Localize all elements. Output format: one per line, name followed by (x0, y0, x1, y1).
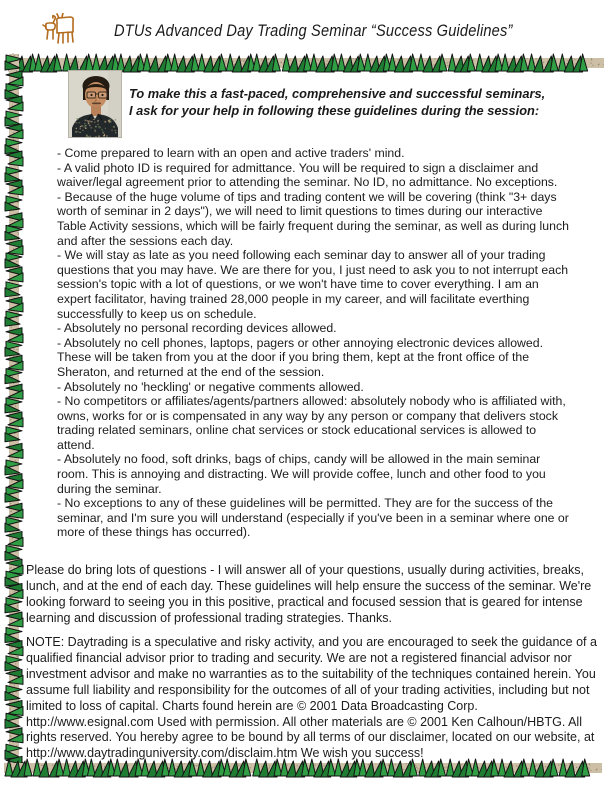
intro-text (129, 85, 575, 119)
instructor-portrait-photo (68, 70, 122, 138)
guideline-item: - We will stay as late as you need following each seminar day to answer all of your trading questions that you may have. We are there for you, I just need to ask you to not interrupt each session's topic with a lot of questions, or we won't have time to cover everything. I am an expert facilitator, having trained 28,000 people in my career, and will facilitate everthing successfully to keep us on schedule. (57, 248, 569, 321)
guideline-item: - Absolutely no 'heckling' or negative comments allowed. (57, 379, 364, 394)
guideline-item: - A valid photo ID is required for admittance. You will be required to sign a disclaimer and waiver/legal agreement prior to attending the seminar. No ID, no admittance. No exceptions. (57, 160, 558, 190)
guideline-item: - No exceptions to any of these guidelines will be permitted. They are for the success of the seminar, and I'm sure you will understand (especially if you've been in a seminar where one or more of these things has occurred). (57, 496, 569, 540)
disclaimer-note: NOTE: Daytrading is a speculative and risky activity, and you are encouraged to seek the guidance of a qualified financial advisor prior to trading and security. We are not a registered financial advisor nor investment advisor and make no warranties as to the suitability of the techniques contained herein. You assume full liability and responsibility for the outcomes of all of your trading activities, including but not limited to loss of capital. Charts found herein are © 2001 Data Broadcasting Corp. http://www.esignal.com Used with permission. All other materials are © 2001 Ken Calhoun/HBTG. All rights reserved. You hereby agree to be bound by all terms of our disclaimer, located on our website, at http://www.daytradinguniversity.com/disclaim.htm We wish you success! (26, 635, 597, 761)
guideline-item: - Come prepared to learn with an open and active traders' mind. (57, 146, 405, 160)
guideline-item: - Absolutely no food, soft drinks, bags of chips, candy will be allowed in the main seminar room. This is annoying and distracting. We will provide coffee, lunch and other food to you during the seminar. (57, 452, 546, 496)
guideline-item: - Absolutely no personal recording devices allowed. (57, 321, 337, 336)
page-title: DTUs Advanced Day Trading Seminar “Success Guidelines” (114, 21, 513, 40)
leaf-border-left-icon (4, 54, 24, 776)
guideline-item: - Because of the huge volume of tips and trading content we will be covering (think "3+ days worth of seminar in 2 days"), we will need to limit questions to times during our interactive Table Activity sessions, which will be fairly frequent during the seminar, as well as during lunch and after the sessions each day. (57, 189, 569, 248)
closing-paragraph: Please do bring lots of questions - I will answer all of your questions, usually during activities, breaks, lunch, and at the end of each day. These guidelines will help ensure the success of the seminar. We're looking forward to seeing you in this positive, practical and focused session that is geared for intense learning and discussion of professional trading strategies. Thanks. (26, 563, 592, 625)
guideline-item: - No competitors or affiliates/agents/partners allowed: absolutely nobody who is affiliated with, owns, works for or is compensated in any way by any person or company that delivers stock trading related seminars, online chat services or stock educational services is allowed to attend. (57, 394, 566, 452)
petroglyph-animals-icon (40, 13, 80, 51)
intro-line-1: To make this a fast-paced, comprehensive and successful seminars, (129, 86, 546, 101)
guideline-item: - Absolutely no cell phones, laptops, pagers or other annoying electronic devices allowed. These will be taken from you at the door if you bring them, kept at the front office of the Sheraton, and returned at the end of the session. (57, 335, 544, 379)
guidelines-list (57, 146, 573, 540)
intro-line-2: I ask for your help in following these guidelines during the session: (129, 103, 540, 118)
